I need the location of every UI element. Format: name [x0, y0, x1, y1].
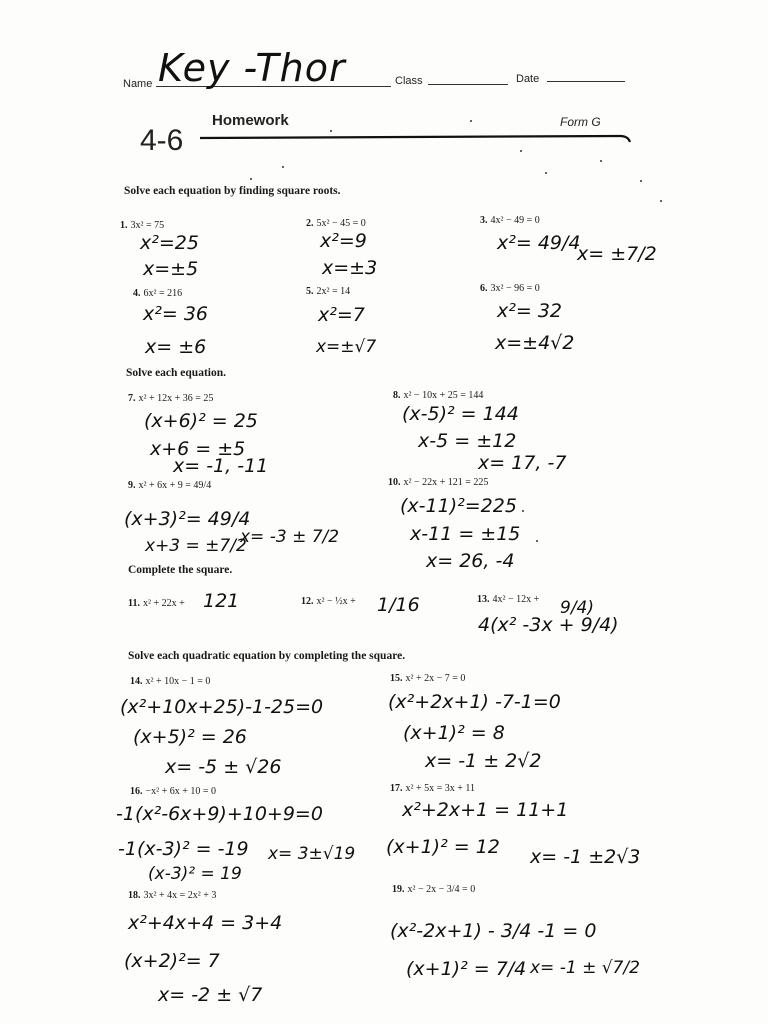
scan-speck: [250, 178, 252, 180]
work-line: (x-5)² = 144: [402, 403, 519, 425]
problem-7: 7. x² + 12x + 36 = 25: [128, 393, 214, 404]
problem-8: 8. x² − 10x + 25 = 144: [393, 390, 484, 401]
problem-6: 6. 3x² − 96 = 0: [480, 283, 540, 294]
scan-speck: [520, 150, 522, 152]
date-line: [547, 81, 625, 82]
work-line: x=±5: [143, 258, 199, 280]
problem-15: 15. x² + 2x − 7 = 0: [390, 673, 466, 684]
problem-5: 5. 2x² = 14: [306, 286, 351, 297]
work-line: x=±4√2: [495, 332, 575, 354]
work-line: (x+6)² = 25: [144, 410, 258, 432]
work-line: (x+5)² = 26: [133, 726, 247, 748]
work-line: 121: [203, 590, 240, 612]
problem-10: 10. x² − 22x + 121 = 225: [388, 477, 489, 488]
work-line: 1/16: [377, 594, 420, 616]
name-value: Key -Thor: [158, 46, 346, 90]
form-label: Form G: [560, 115, 601, 129]
work-line: x= 3±√19: [268, 844, 356, 864]
work-line: (x+1)² = 7/4: [406, 958, 527, 980]
scan-speck: [660, 200, 662, 202]
work-line: x= ±7/2: [577, 243, 657, 265]
lesson-number: 4-6: [140, 124, 184, 157]
problem-16: 16. −x² + 6x + 10 = 0: [130, 786, 217, 797]
scan-speck: [470, 120, 472, 122]
work-line: (x+1)² = 8: [403, 722, 505, 744]
work-line: x²= 49/4: [497, 232, 581, 254]
page-title: Homework: [212, 112, 289, 129]
name-label: Name: [123, 78, 153, 90]
scan-speck: [545, 172, 547, 174]
problem-11: 11. x² + 22x +: [128, 598, 185, 609]
problem-17: 17. x² + 5x = 3x + 11: [390, 783, 476, 794]
work-line: x+3 = ±7/2: [145, 536, 247, 556]
work-line: x=±√7: [316, 337, 377, 357]
section-heading: Solve each equation.: [126, 367, 226, 379]
work-line: x= ±6: [145, 336, 207, 358]
work-line: x²= 32: [497, 300, 562, 322]
work-line: (x²+10x+25)-1-25=0: [120, 696, 324, 718]
work-line: x= -3 ± 7/2: [240, 527, 340, 547]
problem-1: 1. 3x² = 75: [120, 220, 165, 231]
problem-14: 14. x² + 10x − 1 = 0: [130, 676, 211, 687]
work-line: x= -1 ± √7/2: [530, 958, 640, 978]
work-line: 4(x² -3x + 9/4): [478, 614, 619, 636]
problem-3: 3. 4x² − 49 = 0: [480, 215, 540, 226]
class-line: [428, 84, 508, 85]
work-line: x= 17, -7: [478, 452, 567, 474]
scan-speck: [600, 160, 602, 162]
header-rule: [200, 128, 632, 146]
work-line: x= -5 ± √26: [165, 756, 282, 778]
work-line: (x²+2x+1) -7-1=0: [388, 691, 561, 713]
work-line: -1(x²-6x+9)+10+9=0: [116, 803, 323, 825]
work-line: x²=25: [140, 232, 199, 254]
work-line: x=±3: [322, 257, 378, 279]
work-line: x²+2x+1 = 11+1: [402, 799, 569, 821]
work-line: x²=9: [320, 230, 367, 252]
work-line: (x-11)²=225: [400, 495, 517, 517]
problem-13: 13. 4x² − 12x +: [477, 594, 540, 605]
date-label: Date: [516, 73, 540, 85]
section-heading: Solve each quadratic equation by completing the square.: [128, 650, 406, 662]
work-line: x= -1 ± 2√2: [425, 750, 542, 772]
problem-19: 19. x² − 2x − 3/4 = 0: [392, 884, 476, 895]
scan-speck: [536, 540, 538, 542]
section-heading: Complete the square.: [128, 564, 233, 576]
scan-speck: [640, 180, 642, 182]
work-line: x= 26, -4: [426, 550, 515, 572]
work-line: -1(x-3)² = -19: [118, 838, 249, 860]
work-line: x= -1, -11: [173, 455, 269, 477]
work-line: x= -2 ± √7: [158, 984, 263, 1006]
problem-2: 2. 5x² − 45 = 0: [306, 218, 366, 229]
problem-12: 12. x² − ½x +: [301, 596, 356, 607]
work-line: x= -1 ±2√3: [530, 846, 641, 868]
scan-speck: [522, 510, 524, 512]
work-line: (x-3)² = 19: [148, 864, 242, 884]
problem-18: 18. 3x² + 4x = 2x² + 3: [128, 890, 217, 901]
work-line: (x+1)² = 12: [386, 836, 500, 858]
section-heading: Solve each equation by finding square roots.: [124, 185, 341, 197]
work-line: (x+2)²= 7: [124, 950, 220, 972]
problem-4: 4. 6x² = 216: [133, 288, 183, 299]
work-line: (x+3)²= 49/4: [124, 508, 251, 530]
scan-speck: [330, 130, 332, 132]
work-line: x-5 = ±12: [418, 430, 517, 452]
work-line: x²=7: [318, 304, 365, 326]
work-line: x²+4x+4 = 3+4: [128, 912, 283, 934]
work-line: x²= 36: [143, 303, 208, 325]
work-line: (x²-2x+1) - 3/4 -1 = 0: [390, 920, 597, 942]
work-line: x+6 = ±5: [150, 438, 246, 460]
class-label: Class: [395, 75, 423, 87]
work-line: 9/4): [560, 598, 594, 618]
scan-speck: [282, 166, 284, 168]
problem-9: 9. x² + 6x + 9 = 49/4: [128, 480, 212, 491]
work-line: x-11 = ±15: [410, 523, 521, 545]
